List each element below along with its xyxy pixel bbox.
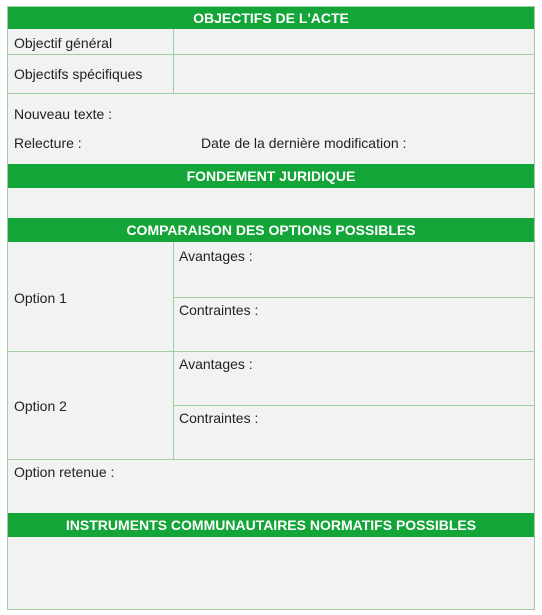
nouveau-texte-label: Nouveau texte : (14, 106, 113, 122)
option-1-contraintes-label: Contraintes : (179, 302, 259, 318)
option-retenue-label: Option retenue : (14, 464, 115, 480)
section-header-objectifs: OBJECTIFS DE L'ACTE (8, 7, 534, 29)
section-header-fondement: FONDEMENT JURIDIQUE (8, 164, 534, 188)
row-divider (8, 351, 534, 352)
section-header-instruments: INSTRUMENTS COMMUNAUTAIRES NORMATIFS POSSIBLES (8, 513, 534, 537)
column-divider (173, 29, 174, 93)
date-modification-label: Date de la dernière modification : (201, 135, 407, 151)
section-header-comparaison: COMPARAISON DES OPTIONS POSSIBLES (8, 218, 534, 242)
row-divider (174, 405, 534, 406)
fondement-field[interactable] (8, 188, 534, 218)
row-divider (8, 54, 534, 55)
option-2-avantages-label: Avantages : (179, 356, 253, 372)
option-2-contraintes-label: Contraintes : (179, 410, 259, 426)
objectifs-specifiques-field[interactable] (178, 57, 528, 91)
instruments-field[interactable] (8, 537, 534, 609)
option-2-label: Option 2 (14, 398, 67, 414)
form-table (7, 6, 535, 610)
option-1-label: Option 1 (14, 290, 67, 306)
objectif-general-field[interactable] (178, 31, 528, 53)
relecture-label: Relecture : (14, 135, 82, 151)
objectifs-specifiques-label: Objectifs spécifiques (14, 66, 143, 82)
option-1-avantages-label: Avantages : (179, 248, 253, 264)
objectif-general-label: Objectif général (14, 35, 113, 51)
row-divider (174, 297, 534, 298)
row-divider (8, 93, 534, 94)
row-divider (8, 459, 534, 460)
